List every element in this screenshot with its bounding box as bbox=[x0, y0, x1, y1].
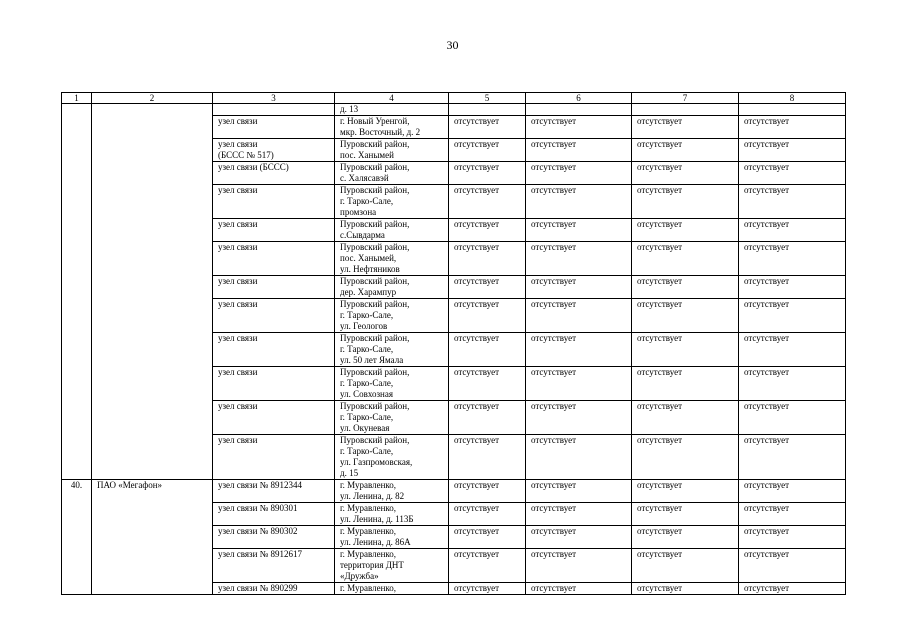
cell-line: ул. Геологов bbox=[340, 321, 388, 331]
address-cell bbox=[335, 219, 449, 242]
cell-line: Пуровский район, bbox=[340, 435, 410, 445]
cell-line: территория ДНТ bbox=[340, 560, 404, 570]
cell-line: Пуровский район, bbox=[340, 367, 410, 377]
column-header: 5 bbox=[449, 93, 526, 104]
col7-cell: отсутствует bbox=[632, 242, 739, 276]
address-cell bbox=[335, 583, 449, 595]
cell-line: узел связи № 890302 bbox=[218, 526, 298, 536]
cell-line: с. Халясавэй bbox=[340, 173, 389, 183]
column-header: 7 bbox=[632, 93, 739, 104]
cell-line: узел связи bbox=[218, 242, 258, 252]
object-name-cell bbox=[213, 242, 335, 276]
col8-cell: отсутствует bbox=[739, 401, 846, 435]
cell-line: узел связи bbox=[218, 333, 258, 343]
col6-cell: отсутствует bbox=[526, 162, 632, 185]
col5-cell: отсутствует bbox=[449, 333, 526, 367]
col6-cell: отсутствует bbox=[526, 526, 632, 549]
object-name-cell bbox=[213, 185, 335, 219]
cell-line: узел связи № 8912617 bbox=[218, 549, 303, 559]
address-cell bbox=[335, 276, 449, 299]
cell-line: Пуровский район, bbox=[340, 139, 410, 149]
col6-cell: отсутствует bbox=[526, 299, 632, 333]
cell-line: ул. 50 лет Ямала bbox=[340, 355, 404, 365]
col6-cell: отсутствует bbox=[526, 333, 632, 367]
cell-line: Пуровский район, bbox=[340, 299, 410, 309]
col6-cell: отсутствует bbox=[526, 401, 632, 435]
object-name-cell bbox=[213, 401, 335, 435]
col8-cell: отсутствует bbox=[739, 526, 846, 549]
column-header: 6 bbox=[526, 93, 632, 104]
col7-cell: отсутствует bbox=[632, 139, 739, 162]
address-cell bbox=[335, 116, 449, 139]
cell-line: г. Муравленко, bbox=[340, 503, 397, 513]
col5-cell: отсутствует bbox=[449, 401, 526, 435]
registry-table bbox=[61, 92, 846, 595]
address-cell bbox=[335, 367, 449, 401]
cell-line: ул. Ленина, д. 86А bbox=[340, 537, 411, 547]
col7-cell: отсутствует bbox=[632, 333, 739, 367]
cell-line: г. Муравленко, bbox=[340, 480, 397, 490]
cell-line: ул. Окуневая bbox=[340, 423, 390, 433]
cell-line: узел связи bbox=[218, 367, 258, 377]
cell-line: г. Тарко-Сале, bbox=[340, 310, 394, 320]
object-name-cell bbox=[213, 503, 335, 526]
col6-cell: отсутствует bbox=[526, 116, 632, 139]
entry-number-cell: 40. bbox=[62, 480, 92, 595]
col6-cell: отсутствует bbox=[526, 242, 632, 276]
empty-cell bbox=[526, 104, 632, 116]
col7-cell: отсутствует bbox=[632, 299, 739, 333]
col8-cell: отсутствует bbox=[739, 480, 846, 503]
col7-cell: отсутствует bbox=[632, 480, 739, 503]
col5-cell: отсутствует bbox=[449, 503, 526, 526]
cell-line: узел связи (БССС) bbox=[218, 162, 289, 172]
object-name-cell bbox=[213, 583, 335, 595]
col6-cell: отсутствует bbox=[526, 583, 632, 595]
cell-line: узел связи № 890301 bbox=[218, 503, 298, 513]
col8-cell: отсутствует bbox=[739, 549, 846, 583]
col6-cell: отсутствует bbox=[526, 367, 632, 401]
cell-line: Пуровский район, bbox=[340, 219, 410, 229]
col8-cell: отсутствует bbox=[739, 162, 846, 185]
col6-cell: отсутствует bbox=[526, 549, 632, 583]
col5-cell: отсутствует bbox=[449, 526, 526, 549]
cell-line: г. Новый Уренгой, bbox=[340, 116, 410, 126]
col8-cell: отсутствует bbox=[739, 435, 846, 480]
cell-line: пос. Ханымей bbox=[340, 150, 394, 160]
object-name-cell bbox=[213, 549, 335, 583]
cell-line: узел связи № 8912344 bbox=[218, 480, 303, 490]
address-cell bbox=[335, 435, 449, 480]
cell-line: г. Тарко-Сале, bbox=[340, 344, 394, 354]
continuation-row bbox=[62, 104, 846, 116]
column-header: 3 bbox=[213, 93, 335, 104]
cell-line: узел связи № 890299 bbox=[218, 583, 298, 593]
col7-cell: отсутствует bbox=[632, 401, 739, 435]
col5-cell: отсутствует bbox=[449, 116, 526, 139]
col8-cell: отсутствует bbox=[739, 185, 846, 219]
cell-line: дер. Харампур bbox=[340, 287, 397, 297]
cell-line: узел связи bbox=[218, 219, 258, 229]
col7-cell: отсутствует bbox=[632, 276, 739, 299]
address-cell bbox=[335, 401, 449, 435]
col6-cell: отсутствует bbox=[526, 185, 632, 219]
empty-cell bbox=[739, 104, 846, 116]
cell-line: д. 13 bbox=[340, 104, 359, 114]
address-cell bbox=[335, 299, 449, 333]
col5-cell: отсутствует bbox=[449, 242, 526, 276]
header-row bbox=[62, 93, 846, 104]
cell-line: г. Тарко-Сале, bbox=[340, 446, 394, 456]
object-name-cell bbox=[213, 333, 335, 367]
col8-cell: отсутствует bbox=[739, 503, 846, 526]
column-header: 1 bbox=[62, 93, 92, 104]
empty-cell bbox=[632, 104, 739, 116]
cell-line: Пуровский район, bbox=[340, 185, 410, 195]
cell-line: узел связи bbox=[218, 139, 258, 149]
cell-line: ул. Ленина, д. 113Б bbox=[340, 514, 414, 524]
cell-line: узел связи bbox=[218, 116, 258, 126]
object-name-cell bbox=[213, 162, 335, 185]
col5-cell: отсутствует bbox=[449, 185, 526, 219]
col8-cell: отсутствует bbox=[739, 139, 846, 162]
col8-cell: отсутствует bbox=[739, 242, 846, 276]
object-name-cell bbox=[213, 367, 335, 401]
cell-line: г. Муравленко, bbox=[340, 526, 397, 536]
address-cell bbox=[335, 185, 449, 219]
cell-line: промзона bbox=[340, 207, 377, 217]
cell-line: ул. Совхозная bbox=[340, 389, 394, 399]
col7-cell: отсутствует bbox=[632, 526, 739, 549]
object-name-cell bbox=[213, 219, 335, 242]
col5-cell: отсутствует bbox=[449, 219, 526, 242]
cell-line: г. Муравленко, bbox=[340, 549, 397, 559]
object-name-cell bbox=[213, 480, 335, 503]
cell-line: г. Тарко-Сале, bbox=[340, 378, 394, 388]
column-header: 4 bbox=[335, 93, 449, 104]
col7-cell: отсутствует bbox=[632, 435, 739, 480]
col7-cell: отсутствует bbox=[632, 549, 739, 583]
cell-line: ул. Ленина, д. 82 bbox=[340, 491, 405, 501]
col8-cell: отсутствует bbox=[739, 583, 846, 595]
col8-cell: отсутствует bbox=[739, 299, 846, 333]
table-row bbox=[62, 480, 846, 503]
col5-cell: отсутствует bbox=[449, 276, 526, 299]
address-cell bbox=[335, 162, 449, 185]
col5-cell: отсутствует bbox=[449, 583, 526, 595]
address-cell bbox=[335, 242, 449, 276]
cell-line: с.Сывдарма bbox=[340, 230, 385, 240]
col6-cell: отсутствует bbox=[526, 219, 632, 242]
col8-cell: отсутствует bbox=[739, 116, 846, 139]
cell-line: г. Тарко-Сале, bbox=[340, 412, 394, 422]
cell-line: г. Тарко-Сале, bbox=[340, 196, 394, 206]
col7-cell: отсутствует bbox=[632, 503, 739, 526]
column-header: 2 bbox=[92, 93, 213, 104]
cell-line: «Дружба» bbox=[340, 571, 379, 581]
object-name-cell bbox=[213, 299, 335, 333]
org-name-cell bbox=[92, 104, 213, 480]
col8-cell: отсутствует bbox=[739, 367, 846, 401]
cell-line: д. 15 bbox=[340, 468, 359, 478]
address-cell bbox=[335, 503, 449, 526]
cell-line: Пуровский район, bbox=[340, 162, 410, 172]
col7-cell: отсутствует bbox=[632, 583, 739, 595]
cell-line: (БССС № 517) bbox=[218, 150, 274, 160]
address-cell bbox=[335, 139, 449, 162]
entry-number-cell bbox=[62, 104, 92, 480]
col6-cell: отсутствует bbox=[526, 276, 632, 299]
cell-line: узел связи bbox=[218, 185, 258, 195]
cell-line: мкр. Восточный, д. 2 bbox=[340, 127, 421, 137]
object-name-cell bbox=[213, 139, 335, 162]
address-cell bbox=[335, 480, 449, 503]
address-cell bbox=[335, 333, 449, 367]
cell-line: узел связи bbox=[218, 276, 258, 286]
col8-cell: отсутствует bbox=[739, 219, 846, 242]
empty-cell bbox=[449, 104, 526, 116]
cell-line: Пуровский район, bbox=[340, 401, 410, 411]
object-name-cell bbox=[213, 526, 335, 549]
col5-cell: отсутствует bbox=[449, 299, 526, 333]
cell-line: узел связи bbox=[218, 401, 258, 411]
cell-line: узел связи bbox=[218, 299, 258, 309]
cell-line: Пуровский район, bbox=[340, 276, 410, 286]
address-cell bbox=[335, 526, 449, 549]
cell-line: ул. Газпромовская, bbox=[340, 457, 413, 467]
object-name-cell bbox=[213, 116, 335, 139]
col8-cell: отсутствует bbox=[739, 333, 846, 367]
cell-line: ул. Нефтяников bbox=[340, 264, 400, 274]
col6-cell: отсутствует bbox=[526, 435, 632, 480]
col5-cell: отсутствует bbox=[449, 435, 526, 480]
cell-line: узел связи bbox=[218, 435, 258, 445]
address-cell bbox=[335, 104, 449, 116]
col6-cell: отсутствует bbox=[526, 503, 632, 526]
col5-cell: отсутствует bbox=[449, 139, 526, 162]
col5-cell: отсутствует bbox=[449, 480, 526, 503]
col5-cell: отсутствует bbox=[449, 162, 526, 185]
page-number: 30 bbox=[446, 38, 459, 52]
col6-cell: отсутствует bbox=[526, 139, 632, 162]
cell-line: г. Муравленко, bbox=[340, 583, 397, 593]
object-name-cell bbox=[213, 276, 335, 299]
cell-line: пос. Ханымей, bbox=[340, 253, 397, 263]
org-name-cell: ПАО «Мегафон» bbox=[92, 480, 213, 595]
object-name-cell bbox=[213, 435, 335, 480]
address-cell bbox=[335, 549, 449, 583]
cell-line: Пуровский район, bbox=[340, 242, 410, 252]
cell-line: Пуровский район, bbox=[340, 333, 410, 343]
col5-cell: отсутствует bbox=[449, 549, 526, 583]
col6-cell: отсутствует bbox=[526, 480, 632, 503]
col7-cell: отсутствует bbox=[632, 162, 739, 185]
col7-cell: отсутствует bbox=[632, 116, 739, 139]
col7-cell: отсутствует bbox=[632, 367, 739, 401]
column-header: 8 bbox=[739, 93, 846, 104]
col5-cell: отсутствует bbox=[449, 367, 526, 401]
col7-cell: отсутствует bbox=[632, 219, 739, 242]
col8-cell: отсутствует bbox=[739, 276, 846, 299]
col7-cell: отсутствует bbox=[632, 185, 739, 219]
object-name-cell bbox=[213, 104, 335, 116]
